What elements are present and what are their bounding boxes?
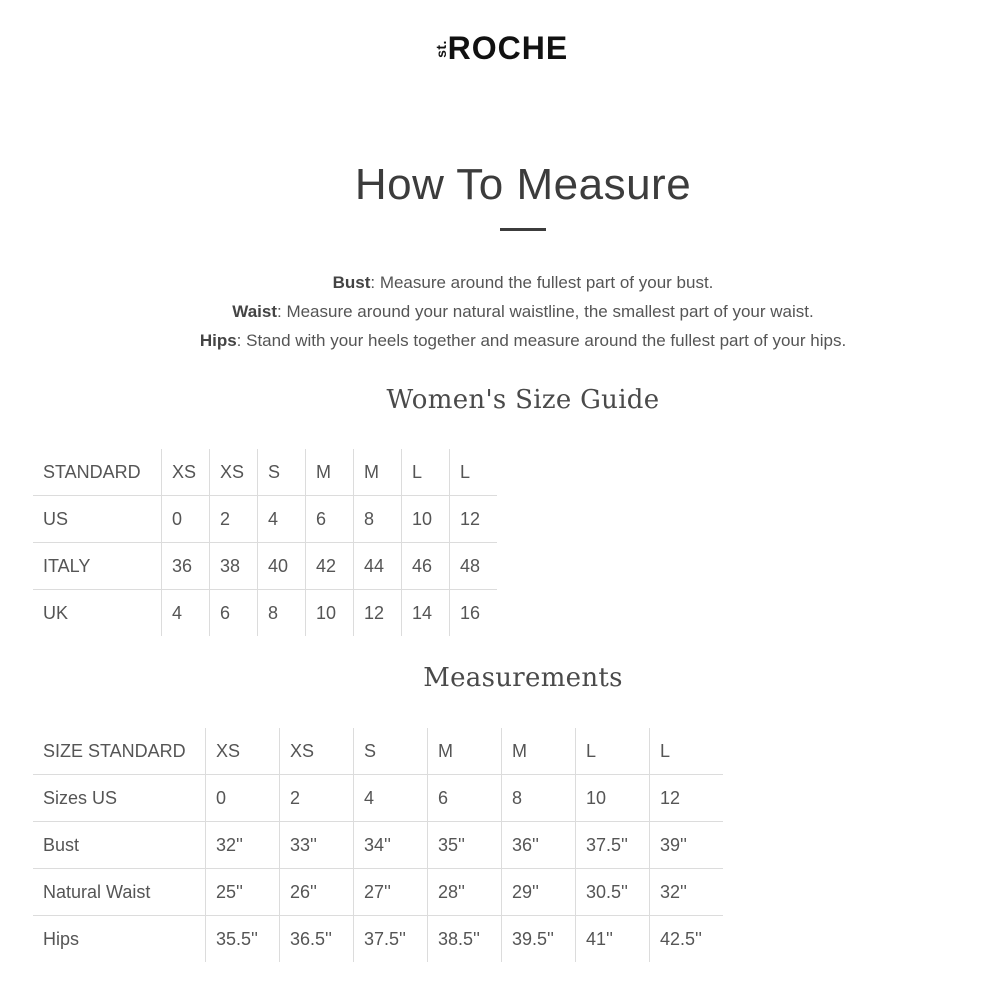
size-guide-title: Women's Size Guide [386,385,660,415]
row-label: Sizes US [33,775,206,822]
brand-prefix: st. [432,39,449,58]
table-cell: 35.5'' [206,916,280,963]
brand-name: ROCHE [447,30,569,66]
table-cell: 34'' [354,822,428,869]
table-row [33,496,497,543]
row-label: Hips [33,916,206,963]
instruction-text: : Measure around the fullest part of your bust. [370,273,714,292]
page-title: How To Measure [354,160,692,209]
table-cell: M [354,449,402,496]
table-cell: 2 [210,496,258,543]
table-row [33,543,497,590]
table-cell: L [402,449,450,496]
table-cell: S [354,728,428,775]
table-row [33,775,723,822]
table-cell: 6 [428,775,502,822]
table-cell: 36'' [502,822,576,869]
title-divider [500,228,546,231]
table-cell: 42.5'' [660,928,702,949]
table-row [33,822,723,869]
table-cell: 32'' [650,869,724,916]
table-cell: 0 [206,775,280,822]
table-cell: 27'' [354,869,428,916]
table-cell: XS [162,449,210,496]
instruction-waist [0,297,1000,326]
table-cell: 16 [460,602,481,623]
table-cell: XS [280,728,354,775]
measurements-title: Measurements [423,663,623,693]
table-cell: 14 [402,590,450,637]
brand-logo [0,30,1000,67]
table-cell: 28'' [428,869,502,916]
table-cell: 8 [502,775,576,822]
table-row [33,916,723,963]
table-cell: 29'' [502,869,576,916]
table-cell: 39.5'' [502,916,576,963]
table-cell: XS [206,728,280,775]
table-cell: 38.5'' [428,916,502,963]
table-cell: 12 [650,775,724,822]
table-cell: 10 [402,496,450,543]
table-row [33,869,723,916]
instruction-term: Bust [332,273,371,292]
table-cell: 44 [354,543,402,590]
table-cell: 35'' [428,822,502,869]
table-row [33,728,723,775]
table-cell: 38 [210,543,258,590]
table-cell: 36 [162,543,210,590]
table-cell: L [450,449,498,496]
table-cell: 12 [354,590,402,637]
instruction-hips [0,326,1000,355]
measure-instructions [0,268,1000,355]
row-label: STANDARD [33,449,162,496]
table-cell: M [428,728,502,775]
instruction-term: Hips [199,331,237,350]
table-cell: S [258,449,306,496]
table-cell: 37.5'' [576,822,650,869]
instruction-text: : Stand with your heels together and measure around the fullest part of your hips. [236,331,847,350]
table-cell: 4 [354,775,428,822]
table-cell: 37.5'' [354,916,428,963]
row-label: US [33,496,162,543]
row-label: SIZE STANDARD [33,728,206,775]
table-cell: 25'' [206,869,280,916]
table-cell: L [650,728,724,775]
table-cell: 42 [306,543,354,590]
table-cell: M [502,728,576,775]
table-cell: 10 [306,590,354,637]
table-row [33,449,497,496]
table-cell: L [576,728,650,775]
table-row [33,590,497,637]
row-label: Natural Waist [33,869,206,916]
instruction-bust [0,268,1000,297]
table-cell: 6 [210,590,258,637]
instruction-term: Waist [232,302,277,321]
table-cell: 40 [258,543,306,590]
table-cell: 30.5'' [576,869,650,916]
table-cell: 36.5'' [280,916,354,963]
measurements-table [33,728,723,962]
table-cell: M [306,449,354,496]
table-cell: 4 [258,496,306,543]
table-cell: 26'' [280,869,354,916]
table-cell: 2 [280,775,354,822]
row-label: ITALY [33,543,162,590]
table-cell: 12 [450,496,498,543]
table-cell: 6 [306,496,354,543]
size-guide-table [33,449,497,636]
table-cell: 0 [162,496,210,543]
table-cell: 46 [402,543,450,590]
table-cell: XS [210,449,258,496]
row-label: Bust [33,822,206,869]
table-cell: 39'' [650,822,724,869]
table-cell: 4 [162,590,210,637]
table-cell: 33'' [280,822,354,869]
table-cell: 48 [450,543,498,590]
table-cell: 32'' [206,822,280,869]
table-cell: 10 [576,775,650,822]
row-label: UK [33,590,162,637]
table-cell: 41'' [576,916,650,963]
table-cell: 8 [258,590,306,637]
table-cell: 8 [354,496,402,543]
instruction-text: : Measure around your natural waistline, the smallest part of your waist. [277,302,814,321]
